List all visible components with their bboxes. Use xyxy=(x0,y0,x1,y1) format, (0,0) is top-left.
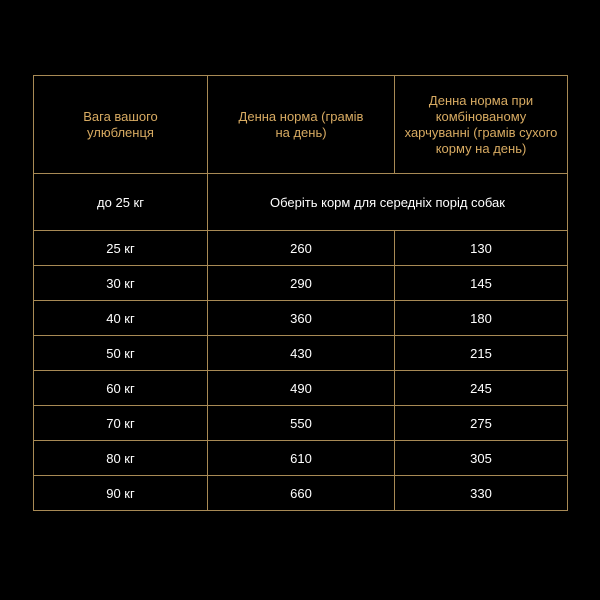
note-weight: до 25 кг xyxy=(34,174,208,231)
cell-combined-norm: 275 xyxy=(395,406,568,441)
cell-weight: 60 кг xyxy=(34,371,208,406)
cell-weight: 70 кг xyxy=(34,406,208,441)
note-text: Оберіть корм для середніх порід собак xyxy=(208,174,568,231)
table-row xyxy=(34,336,568,371)
cell-combined-norm: 145 xyxy=(395,266,568,301)
table-row xyxy=(34,406,568,441)
cell-weight: 50 кг xyxy=(34,336,208,371)
table-row xyxy=(34,231,568,266)
note-row xyxy=(34,174,568,231)
cell-daily-norm: 290 xyxy=(208,266,395,301)
cell-daily-norm: 360 xyxy=(208,301,395,336)
cell-daily-norm: 660 xyxy=(208,476,395,511)
cell-weight: 25 кг xyxy=(34,231,208,266)
cell-weight: 30 кг xyxy=(34,266,208,301)
cell-weight: 40 кг xyxy=(34,301,208,336)
table-row xyxy=(34,371,568,406)
cell-combined-norm: 330 xyxy=(395,476,568,511)
table-row xyxy=(34,441,568,476)
table-row xyxy=(34,476,568,511)
cell-weight: 90 кг xyxy=(34,476,208,511)
cell-combined-norm: 305 xyxy=(395,441,568,476)
table-header-row xyxy=(34,76,568,174)
cell-daily-norm: 610 xyxy=(208,441,395,476)
header-daily-norm: Денна норма (грамів на день) xyxy=(208,76,395,174)
cell-combined-norm: 180 xyxy=(395,301,568,336)
table-row xyxy=(34,301,568,336)
feeding-table xyxy=(33,75,568,511)
cell-combined-norm: 245 xyxy=(395,371,568,406)
cell-daily-norm: 260 xyxy=(208,231,395,266)
cell-daily-norm: 430 xyxy=(208,336,395,371)
cell-daily-norm: 490 xyxy=(208,371,395,406)
header-combined-norm: Денна норма при комбінованому харчуванні (грамів сухого корму на день) xyxy=(395,76,568,174)
cell-daily-norm: 550 xyxy=(208,406,395,441)
table-row xyxy=(34,266,568,301)
cell-weight: 80 кг xyxy=(34,441,208,476)
cell-combined-norm: 215 xyxy=(395,336,568,371)
header-weight: Вага вашого улюбленця xyxy=(34,76,208,174)
cell-combined-norm: 130 xyxy=(395,231,568,266)
